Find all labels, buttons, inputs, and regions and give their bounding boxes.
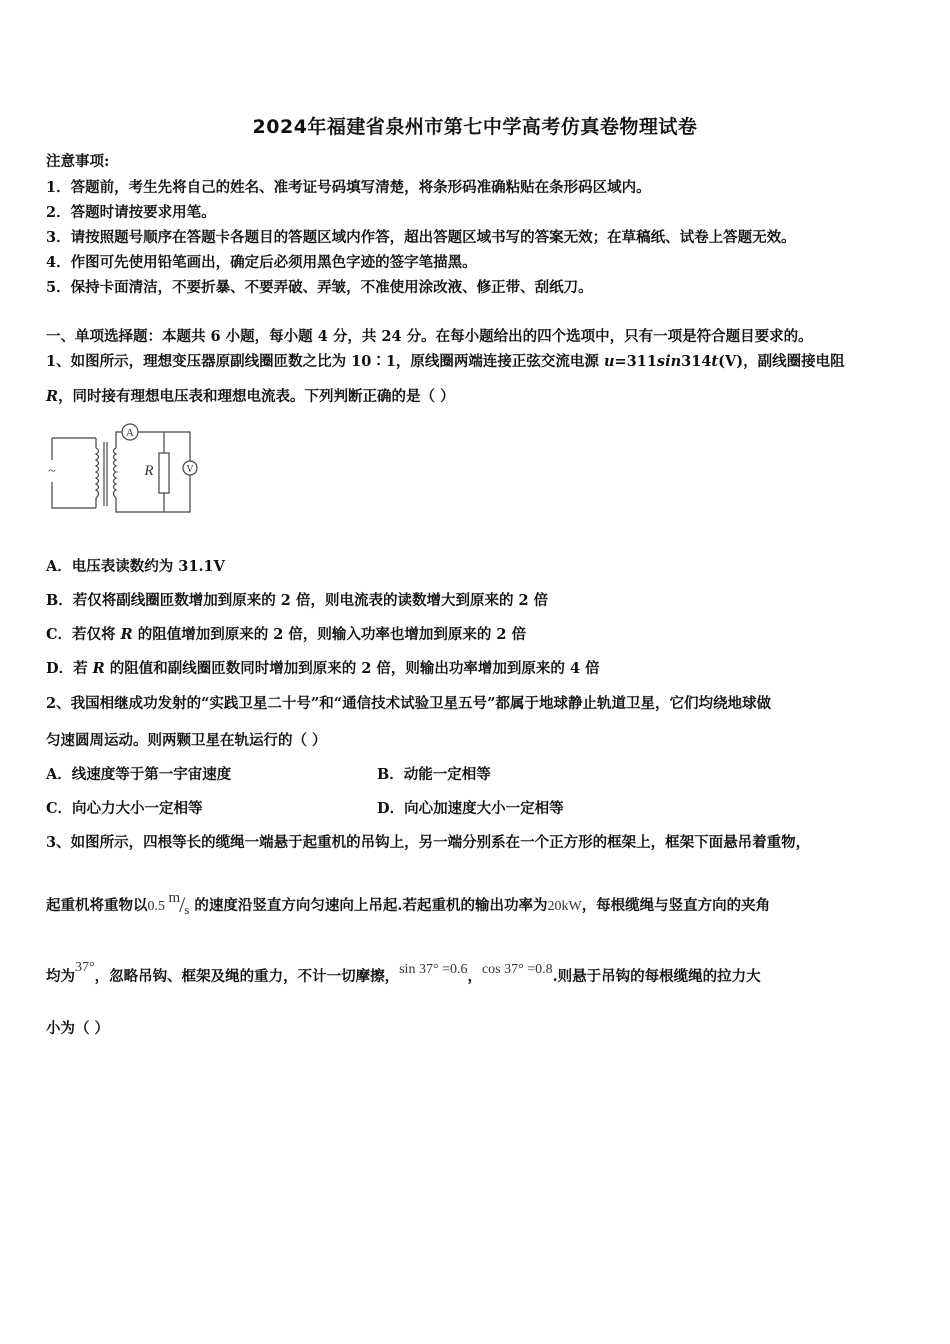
q1-option-b: B．若仅将副线圈匝数增加到原来的 2 倍，则电流表的读数增大到原来的 2 倍 (46, 592, 549, 609)
cos-expression: cos 37° =0.8 (481, 962, 553, 977)
question-1-stem: 1、如图所示，理想变压器原副线圈匝数之比为 10∶1，原线圈两端连接正弦交流电源 u=311sin314t(V)，副线圈接电阻 (46, 353, 845, 370)
notice-heading: 注意事项: (46, 153, 110, 170)
question-2-stem-cont: 匀速圆周运动。则两颗卫星在轨运行的（ ） (46, 732, 327, 749)
sin-expression: sin 37° =0.6 (399, 962, 468, 977)
resistor-label: R (144, 463, 154, 479)
ammeter-label: A (126, 427, 134, 439)
q2-option-row (46, 765, 231, 785)
question-3-stem-cont2: 均为37°，忽略吊钩、框架及绳的重力，不计一切摩擦，sin 37° =0.6，cos 37° =0.8.则悬于吊钩的每根缆绳的拉力大 (46, 960, 761, 985)
angle-value: 37° (75, 960, 95, 975)
voltmeter-label: V (186, 464, 194, 475)
page-title: 2024年福建省泉州市第七中学高考仿真卷物理试卷 (252, 116, 698, 138)
notice-item: 4．作图可先使用铅笔画出，确定后必须用黑色字迹的签字笔描黑。 (46, 254, 477, 271)
q2-option-d: D．向心加速度大小一定相等 (377, 800, 564, 817)
notice-item: 5．保持卡面清洁，不要折暴、不要弄破、弄皱，不准使用涂改液、修正带、刮纸刀。 (46, 279, 593, 296)
power-value: 20kW (547, 899, 582, 914)
question-3-stem-cont3: 小为（ ） (46, 1020, 110, 1037)
q2-option-a: A．线速度等于第一宇宙速度 (46, 766, 232, 783)
question-3-stem-cont: 起重机将重物以0.5 m/s 的速度沿竖直方向匀速向上吊起.若起重机的输出功率为20kW，每根缆绳与竖直方向的夹角 (46, 890, 771, 917)
question-2-stem: 2、我国相继成功发射的“实践卫星二十号”和“通信技术试验卫星五号”都属于地球静止轨道卫星，它们均绕地球做 (46, 695, 771, 712)
q2-option-b: B．动能一定相等 (377, 766, 491, 783)
q2-option-c: C．向心力大小一定相等 (46, 800, 203, 817)
question-1-stem-cont: R，同时接有理想电压表和理想电流表。下列判断正确的是（ ） (46, 388, 455, 405)
notice-item: 1．答题前，考生先将自己的姓名、准考证号码填写清楚，将条形码准确粘贴在条形码区域内。 (46, 179, 651, 196)
q1-option-d: D．若 R 的阻值和副线圈匝数同时增加到原来的 2 倍，则输出功率增加到原来的 4 倍 (46, 660, 600, 677)
ac-source-symbol: ~ (48, 464, 56, 479)
question-3-stem: 3、如图所示，四根等长的缆绳一端悬于起重机的吊钩上，另一端分别系在一个正方形的框架上，框架下面悬吊着重物， (46, 834, 811, 851)
q1-option-c: C．若仅将 R 的阻值增加到原来的 2 倍，则输入功率也增加到原来的 2 倍 (46, 626, 527, 643)
notice-item: 2．答题时请按要求用笔。 (46, 204, 216, 221)
notice-item: 3．请按照题号顺序在答题卡各题目的答题区域内作答，超出答题区域书写的答案无效；在草稿纸、试卷上答题无效。 (46, 229, 796, 246)
speed-value: 0.5 m/s (147, 890, 190, 917)
transformer-circuit-figure (44, 420, 206, 520)
section-heading: 一、单项选择题：本题共 6 小题，每小题 4 分，共 24 分。在每小题给出的四个选项中，只有一项是符合题目要求的。 (46, 328, 813, 345)
q1-option-a: A．电压表读数约为 31.1V (46, 558, 225, 575)
